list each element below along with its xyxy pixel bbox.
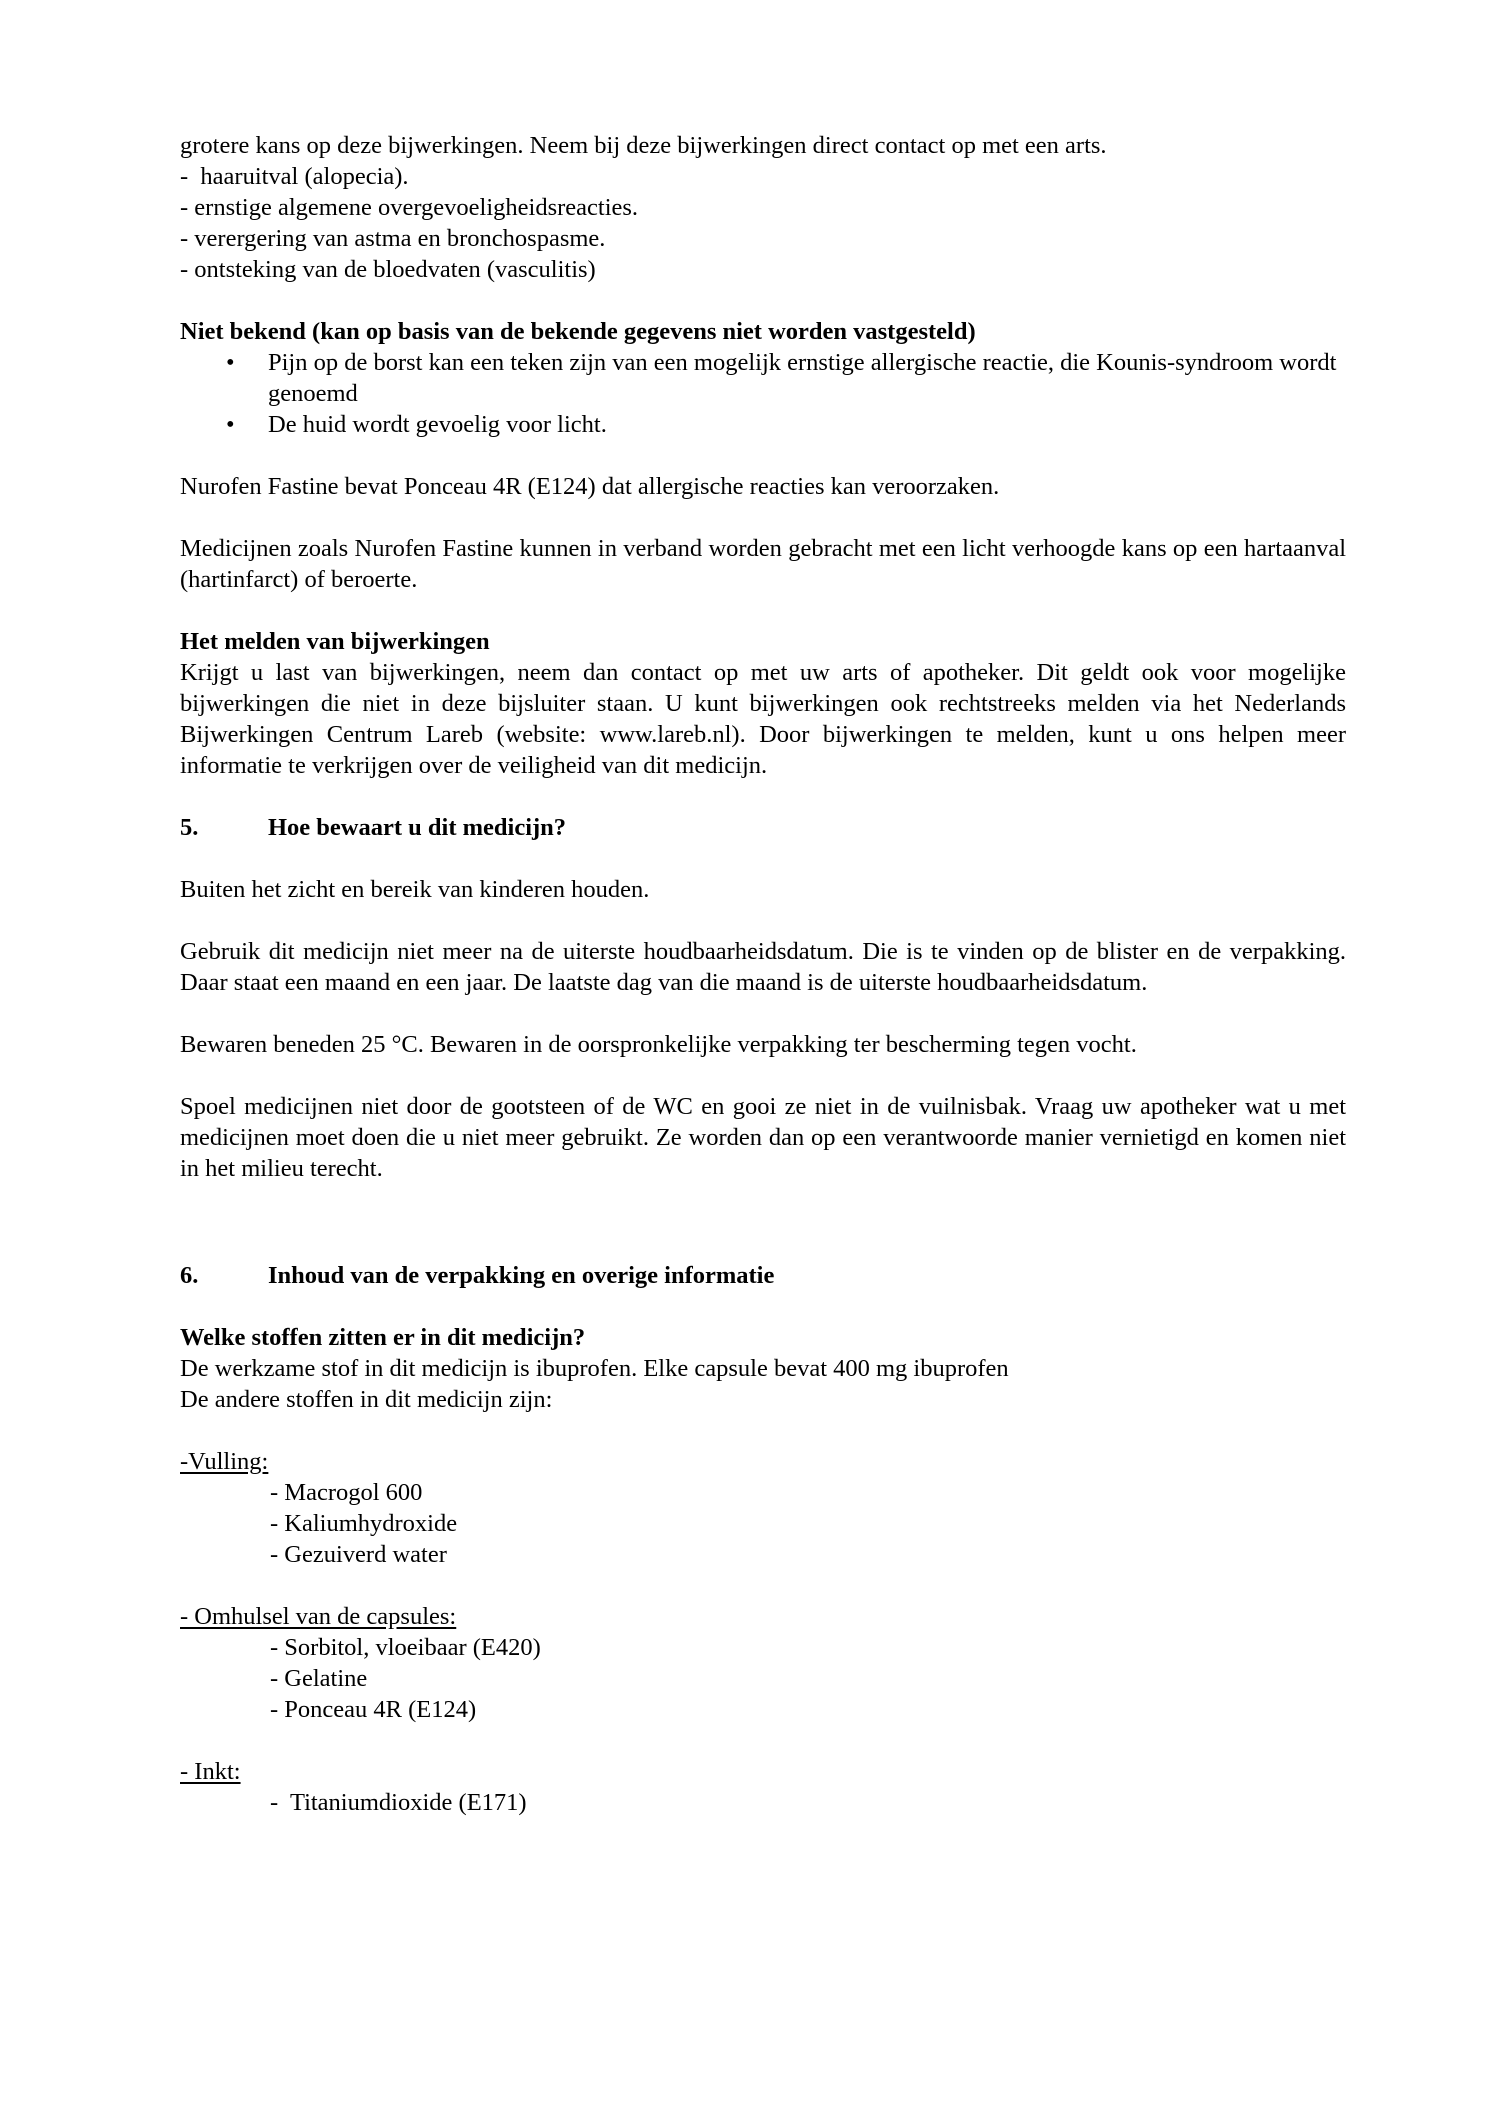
dash-item-1: - ernstige algemene overgevoeligheidsreacties. — [180, 194, 639, 221]
ingredient-item: - Macrogol 600 — [270, 1479, 423, 1506]
section-5-paragraph-0: Buiten het zicht en bereik van kinderen houden. — [180, 876, 650, 903]
melden-heading: Het melden van bijwerkingen — [180, 628, 490, 655]
ponceau-note: Nurofen Fastine bevat Ponceau 4R (E124) dat allergische reacties kan veroorzaken. — [180, 473, 1000, 500]
section-6-heading — [180, 1260, 1346, 1291]
niet-bekend-heading: Niet bekend (kan op basis van de bekende gegevens niet worden vastgesteld) — [180, 318, 976, 345]
section-6-subheading: Welke stoffen zitten er in dit medicijn? — [180, 1324, 586, 1351]
list-item — [180, 347, 1346, 409]
ingredient-group-title-inkt — [180, 1756, 1346, 1787]
section-5-heading — [180, 812, 1346, 843]
dash-item-0: - haaruitval (alopecia). — [180, 163, 409, 190]
melden-body: Krijgt u last van bijwerkingen, neem dan contact op met uw arts of apotheker. Dit geldt ook voor mogelijke bijwerkingen die niet in deze bijsluiter staan. U kunt bijwerkingen ook rechtstreeks melden via het Nederlands Bijwerkingen Centrum Lareb (website: www.lareb.nl). Door bijwerkingen te melden, kunt u ons helpen meer informatie te verkrijgen over de veiligheid van dit medicijn. — [180, 659, 1346, 779]
ingredient-item: - Gelatine — [270, 1665, 368, 1692]
list-item — [180, 409, 1346, 440]
spacer — [180, 905, 1346, 936]
spacer — [180, 1291, 1346, 1322]
section-5-paragraph-3: Spoel medicijnen niet door de gootsteen of de WC en gooi ze niet in de vuilnisbak. Vraag uw apotheker wat u met medicijnen moet doen die u niet meer gebruikt. Ze worden dan op een verantwoorde manier vernietigd en komen niet in het milieu terecht. — [180, 1093, 1346, 1182]
dash-item-3: - ontsteking van de bloedvaten (vasculitis) — [180, 256, 596, 283]
spacer — [180, 781, 1346, 812]
spacer — [180, 1725, 1346, 1756]
section-5-paragraph-1: Gebruik dit medicijn niet meer na de uiterste houdbaarheidsdatum. Die is te vinden op de blister en de verpakking. Daar staat een maand en een jaar. De laatste dag van die maand is de uiterste houdbaarheidsdatum. — [180, 938, 1346, 996]
ingredient-item: - Sorbitol, vloeibaar (E420) — [270, 1634, 541, 1661]
ingredient-group-title-vulling — [180, 1446, 1346, 1477]
list-item-label: De huid wordt gevoelig voor licht. — [268, 411, 607, 438]
ingredient-item: - Titaniumdioxide (E171) — [270, 1789, 527, 1816]
hartaanval-note: Medicijnen zoals Nurofen Fastine kunnen in verband worden gebracht met een licht verhoogde kans op een hartaanval (hartinfarct) of beroerte. — [180, 535, 1346, 593]
spacer — [180, 1184, 1346, 1260]
spacer — [180, 843, 1346, 874]
lead-paragraph: grotere kans op deze bijwerkingen. Neem bij deze bijwerkingen direct contact op met een arts. — [180, 132, 1107, 159]
ingredient-group-title-vulling-text: -Vulling: — [180, 1448, 269, 1475]
bullet-icon: • — [226, 411, 235, 438]
list-item-label: Pijn op de borst kan een teken zijn van een mogelijk ernstige allergische reactie, die Kounis-syndroom wordt genoemd — [268, 349, 1337, 407]
section-6-title: Inhoud van de verpakking en overige informatie — [268, 1262, 775, 1289]
spacer — [180, 502, 1346, 533]
dash-item-2: - verergering van astma en bronchospasme. — [180, 225, 606, 252]
spacer — [180, 1570, 1346, 1601]
page-content — [180, 130, 1346, 1818]
spacer — [180, 1415, 1346, 1446]
spacer — [180, 285, 1346, 316]
section-5-title: Hoe bewaart u dit medicijn? — [268, 814, 567, 841]
ingredient-item: - Ponceau 4R (E124) — [270, 1696, 477, 1723]
ingredient-group-title-omhulsel — [180, 1601, 1346, 1632]
spacer — [180, 595, 1346, 626]
spacer — [180, 1060, 1346, 1091]
ingredient-group-title-omhulsel-text: - Omhulsel van de capsules: — [180, 1603, 457, 1630]
section-5-number: 5. — [180, 814, 199, 841]
ingredient-item: - Gezuiverd water — [270, 1541, 447, 1568]
niet-bekend-list — [180, 347, 1346, 440]
section-5-paragraph-2: Bewaren beneden 25 °C. Bewaren in de oorspronkelijke verpakking ter bescherming tegen vocht. — [180, 1031, 1137, 1058]
ingredient-item: - Kaliumhydroxide — [270, 1510, 458, 1537]
spacer — [180, 998, 1346, 1029]
section-6-line-1: De werkzame stof in dit medicijn is ibuprofen. Elke capsule bevat 400 mg ibuprofen — [180, 1355, 1009, 1382]
ingredient-group-title-inkt-text: - Inkt: — [180, 1758, 241, 1785]
section-6-number: 6. — [180, 1262, 199, 1289]
bullet-icon: • — [226, 349, 235, 376]
spacer — [180, 440, 1346, 471]
section-6-line-2: De andere stoffen in dit medicijn zijn: — [180, 1386, 553, 1413]
